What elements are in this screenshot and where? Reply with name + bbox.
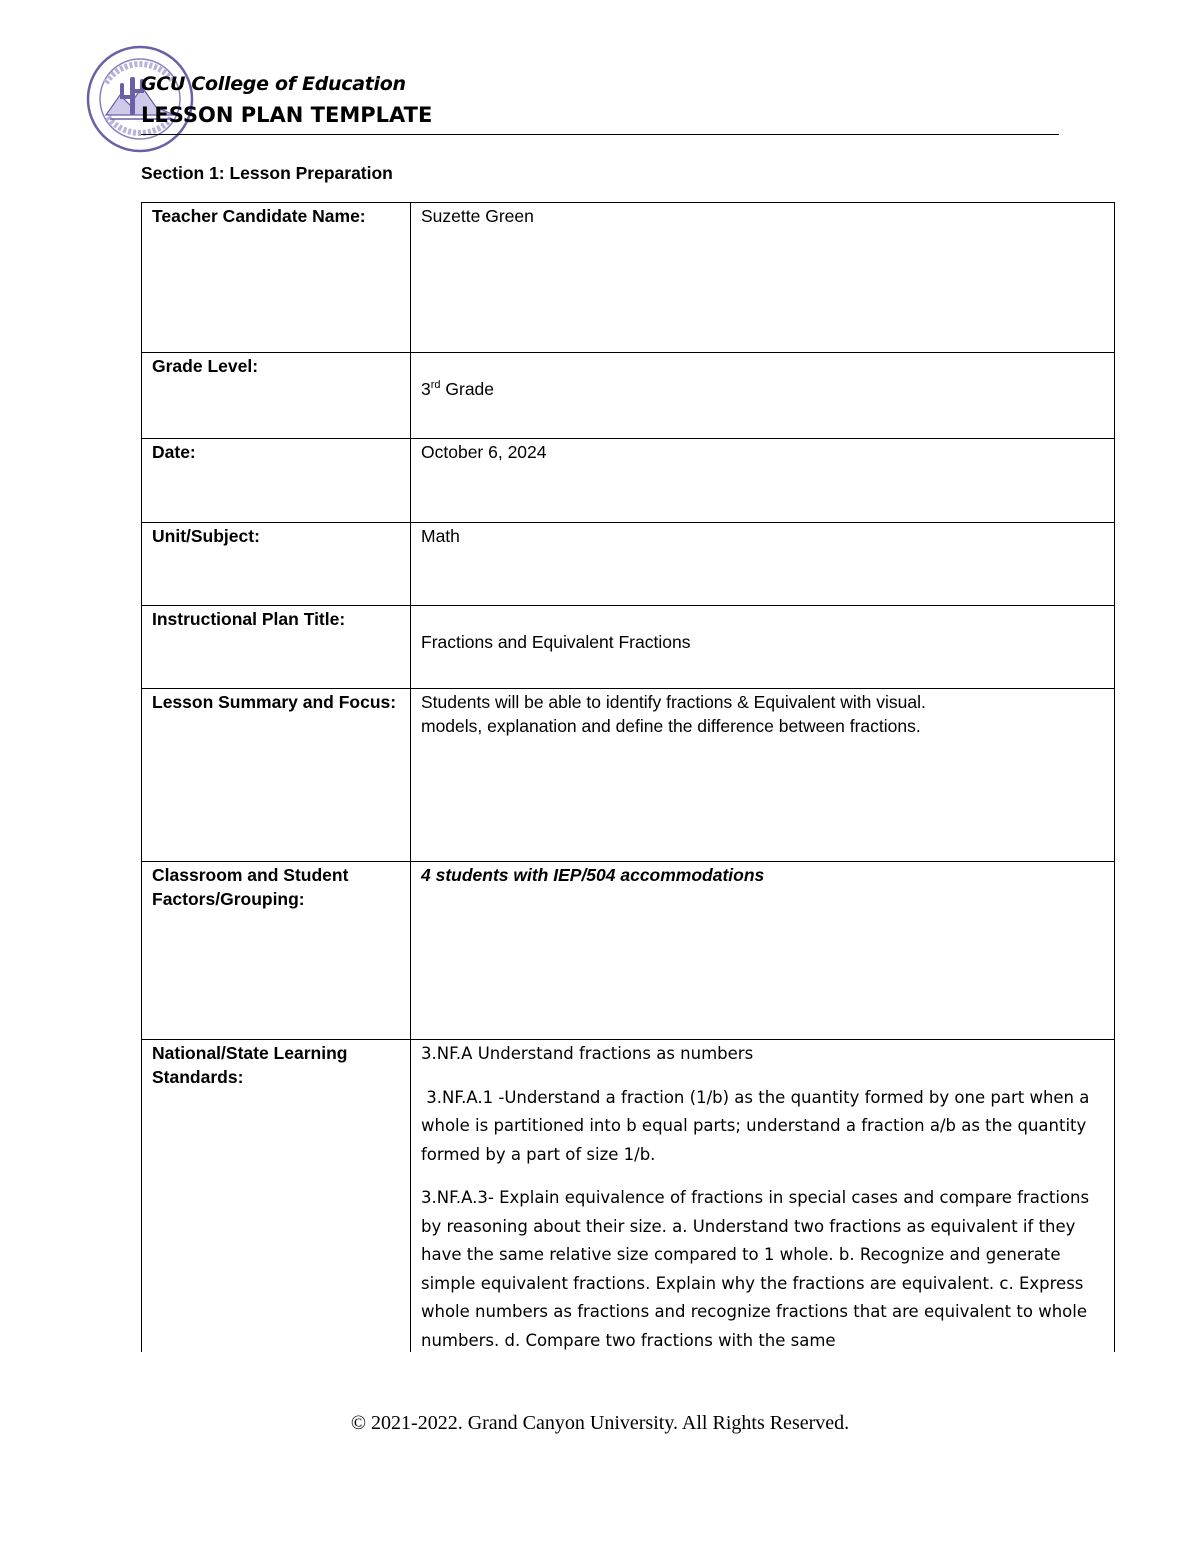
grade-number: 3 [421,379,431,399]
template-title: LESSON PLAN TEMPLATE [141,103,433,127]
date-value: October 6, 2024 [411,439,1115,523]
copyright-footer: © 2021-2022. Grand Canyon University. All Rights Reserved. [350,1412,850,1434]
date-label: Date: [142,439,411,523]
classroom-factors-label: Classroom and Student Factors/Grouping: [142,862,411,1040]
grade-level-value [411,353,1115,439]
classroom-factors-value: 4 students with IEP/504 accommodations [411,862,1115,1040]
row-unit-subject [142,523,1115,606]
unit-subject-label: Unit/Subject: [142,523,411,606]
standard-3nfa3: 3.NF.A.3- Explain equivalence of fractions in special cases and compare fractions by reasoning about their size. a. Understand two fractions as equivalent if they have the same relative size compared to 1 whole. b. Recognize and generate simple equivalent fractions. Explain why the fractions are equivalent. c. Express whole numbers as fractions and recognize fractions that are equivalent to whole numbers. d. Compare two fractions with the same [421,1188,1090,1350]
unit-subject-value: Math [411,523,1115,606]
grade-suffix: rd [430,379,441,392]
college-name: GCU College of Education [141,73,406,95]
lesson-summary-line-2: models, explanation and define the difference between fractions. [421,716,921,736]
standard-3nfa: 3.NF.A Understand fractions as numbers [421,1044,754,1063]
plan-title-value: Fractions and Equivalent Fractions [421,632,691,652]
row-learning-standards [142,1040,1115,1360]
plan-title-label: Instructional Plan Title: [142,606,411,689]
grade-word: Grade [440,379,495,399]
teacher-name-label: Teacher Candidate Name: [142,203,411,353]
lesson-summary-label: Lesson Summary and Focus: [142,689,411,862]
row-lesson-summary [142,689,1115,862]
lesson-summary-cell [411,689,1115,862]
row-date [142,439,1115,523]
lesson-preparation-table [141,202,1115,1360]
header-divider [141,134,1059,135]
row-plan-title [142,606,1115,689]
lesson-summary-line-1: Students will be able to identify fractions & Equivalent with visual. [421,692,926,712]
section-heading: Section 1: Lesson Preparation [141,163,393,183]
row-teacher-name [142,203,1115,353]
plan-title-cell [411,606,1115,689]
grade-level-label: Grade Level: [142,353,411,439]
learning-standards-cell [411,1040,1115,1360]
standard-3nfa1: 3.NF.A.1 -Understand a fraction (1/b) as the quantity formed by one part when a whole is partitioned into b equal parts; understand a fraction a/b as the quantity formed by a part of size 1/b. [421,1087,1095,1164]
row-classroom-factors [142,862,1115,1040]
gcu-seal-logo [86,45,194,153]
row-grade-level [142,353,1115,439]
learning-standards-label: National/State Learning Standards: [142,1040,411,1360]
page-break-mask [141,1352,1117,1360]
teacher-name-value: Suzette Green [411,203,1115,353]
